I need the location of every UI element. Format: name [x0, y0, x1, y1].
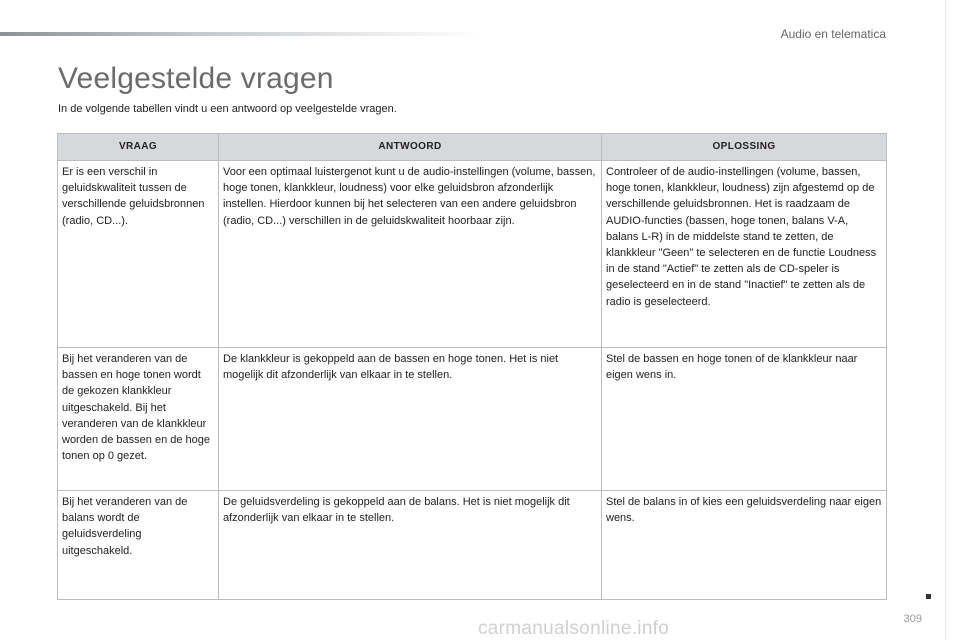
column-header-oplossing: OPLOSSING: [602, 134, 887, 161]
column-header-antwoord: ANTWOORD: [219, 134, 602, 161]
cell-antwoord: De klankkleur is gekoppeld aan de bassen en hoge tonen. Het is niet mogelijk dit afzonderlijk van elkaar in te stellen.: [219, 348, 602, 491]
cell-oplossing: Controleer of de audio-instellingen (volume, bassen, hoge tonen, klankkleur, loudness) zijn afgestemd op de verschillende geluidsbronnen. Het is raadzaam de AUDIO-functies (bassen, hoge tonen, balans V-A, balans L-R) in de middelste stand te zetten, de klankkleur "Geen" te selecteren en de functie Loudness in de stand "Actief" te zetten als de CD-speler is geselecteerd en in de stand "Inactief" te zetten als de radio is geselecteerd.: [602, 161, 887, 348]
watermark: carmanualsonline.info: [478, 618, 670, 639]
table-header-row: [58, 134, 887, 161]
cell-antwoord: Voor een optimaal luistergenot kunt u de audio-instellingen (volume, bassen, hoge tonen, klankkleur, loudness) voor elke geluidsbron afzonderlijk instellen. Hierdoor kunnen bij het selecteren van een andere geluidsbron (radio, CD...) verschillen in de geluidskwaliteit hoorbaar zijn.: [219, 161, 602, 348]
intro-text: In de volgende tabellen vindt u een antwoord op veelgestelde vragen.: [58, 103, 397, 115]
page-number: 309: [903, 613, 922, 625]
continue-marker-icon: [926, 594, 931, 599]
column-header-vraag: VRAAG: [58, 134, 219, 161]
table-row: [58, 491, 887, 600]
faq-table: [57, 133, 887, 600]
page-edge-divider: [945, 0, 946, 640]
table-row: [58, 348, 887, 491]
cell-oplossing: Stel de bassen en hoge tonen of de klankkleur naar eigen wens in.: [602, 348, 887, 491]
cell-antwoord: De geluidsverdeling is gekoppeld aan de balans. Het is niet mogelijk dit afzonderlijk van elkaar in te stellen.: [219, 491, 602, 600]
page-title: Veelgestelde vragen: [58, 62, 334, 95]
table-row: [58, 161, 887, 348]
cell-vraag: Bij het veranderen van de bassen en hoge tonen wordt de gekozen klankkleur uitgeschakeld. Bij het veranderen van de klankkleur worden de bassen en de hoge tonen op 0 gezet.: [58, 348, 219, 491]
cell-oplossing: Stel de balans in of kies een geluidsverdeling naar eigen wens.: [602, 491, 887, 600]
section-title: Audio en telematica: [780, 27, 886, 41]
cell-vraag: Er is een verschil in geluidskwaliteit tussen de verschillende geluidsbronnen (radio, CD...).: [58, 161, 219, 348]
cell-vraag: Bij het veranderen van de balans wordt de geluidsverdeling uitgeschakeld.: [58, 491, 219, 600]
header-gradient-bar: [0, 32, 480, 36]
